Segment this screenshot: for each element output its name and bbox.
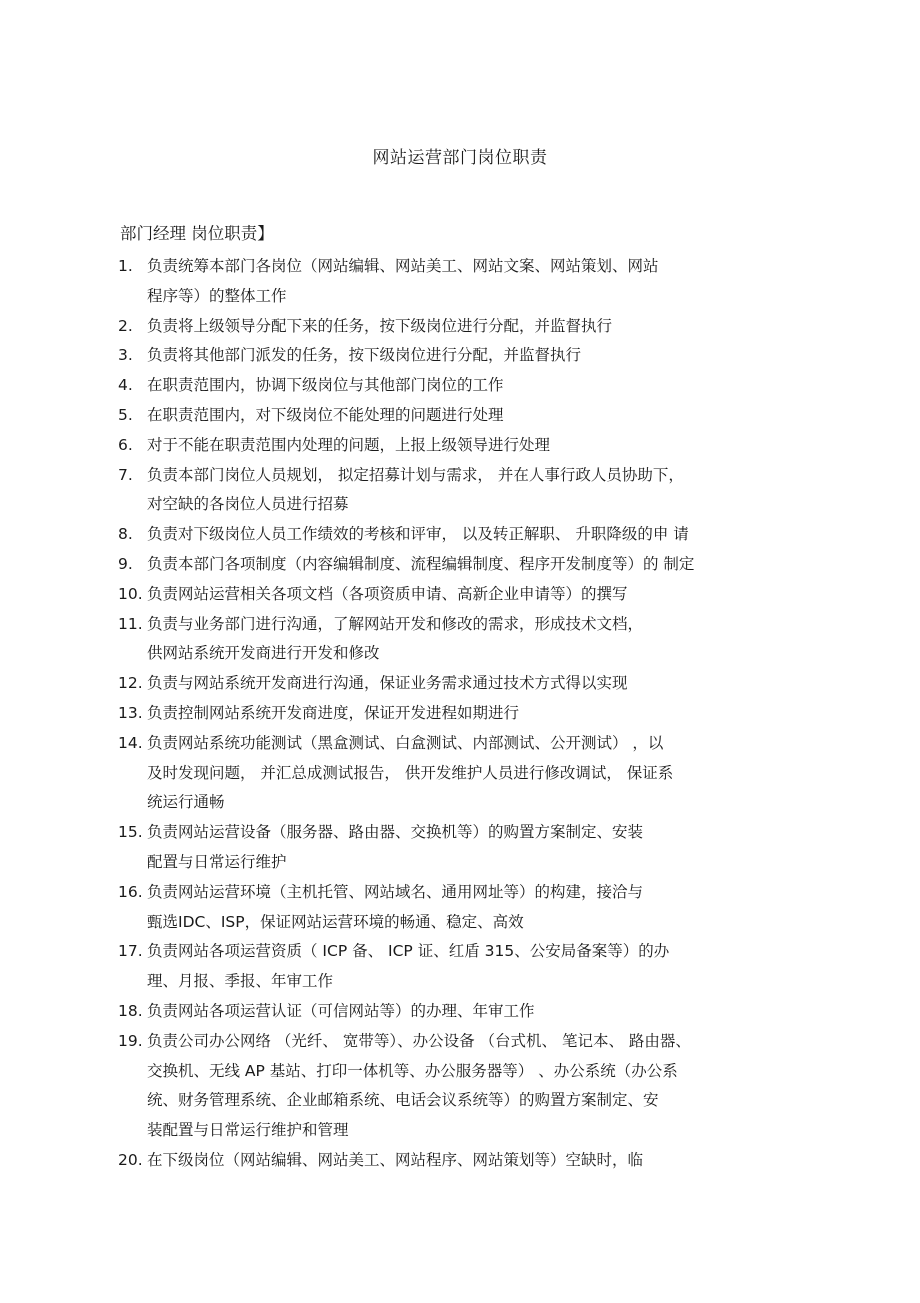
duty-item-text [147,252,777,312]
duty-item [118,431,778,461]
duty-item [118,1146,778,1176]
duty-item-line: 负责与业务部门进行沟通，了解网站开发和修改的需求，形成技术文档， [147,614,644,633]
duty-item-text [147,669,777,699]
duty-item-line: 负责网站运营设备（服务器、路由器、交换机等）的购置方案制定、安装 [147,823,644,842]
section-heading: 部门经理 岗位职责】 [120,224,274,243]
duty-item [118,252,778,312]
duty-item-text [147,371,777,401]
duty-item-number: 3. [118,346,133,365]
duty-item-line: 负责本部门岗位人员规划， 拟定招募计划与需求， 并在人事行政人员协助下， [147,465,684,484]
duty-item-number: 20. [118,1150,143,1169]
duty-item-line: 配置与日常运行维护 [147,852,287,871]
duty-item-text [147,1146,777,1176]
duty-item-number: 13. [118,703,143,722]
duty-item-number: 12. [118,674,143,693]
duty-item-line: 理、月报、季报、年审工作 [147,972,334,991]
duty-item-number: 2. [118,316,133,335]
duty-item-number: 4. [118,376,133,395]
duty-item-number: 17. [118,942,143,961]
document-title: 网站运营部门岗位职责 [372,148,548,168]
duty-item-number: 7. [118,465,133,484]
duty-item-line: 负责将上级领导分配下来的任务，按下级岗位进行分配，并监督执行 [147,316,613,335]
duty-item-line: 装配置与日常运行维护和管理 [147,1121,349,1140]
duty-item-line: 负责网站各项运营资质（ ICP 备、 ICP 证、红盾 315、公安局备案等）的办 [147,942,670,961]
duty-item-line: 负责统筹本部门各岗位（网站编辑、网站美工、网站文案、网站策划、网站 [147,257,659,275]
duty-item-text [147,401,777,431]
duty-item-line: 供网站系统开发商进行开发和修改 [147,644,380,663]
duty-item-number: 5. [118,405,133,424]
duty-item [118,818,778,878]
duty-item [118,997,778,1027]
duty-item-text [147,878,777,938]
duty-item [118,461,778,521]
duty-item [118,610,778,670]
duty-item-line: 对空缺的各岗位人员进行招募 [147,495,349,514]
duty-item-text [147,580,777,610]
duty-item-line: 在职责范围内，协调下级岗位与其他部门岗位的工作 [147,376,504,395]
duty-item-text [147,520,777,550]
duty-item-text [147,818,777,878]
duty-item-number: 6. [118,435,133,454]
duty-item-line: 负责网站运营环境（主机托管、网站域名、通用网址等）的构建，接洽与 [147,882,644,901]
duty-item-text [147,1027,777,1146]
duty-item [118,878,778,938]
duty-item-text [147,610,777,670]
duty-item-line: 负责本部门各项制度（内容编辑制度、流程编辑制度、程序开发制度等）的 制定 [147,554,695,573]
duty-item-text [147,937,777,997]
duty-item-text [147,341,777,371]
duty-item-text [147,312,777,342]
duty-list [118,252,778,1176]
duty-item [118,937,778,997]
duty-item-line: 甄选IDC、ISP，保证网站运营环境的畅通、稳定、高效 [147,912,524,931]
duty-item [118,1027,778,1146]
duty-item-line: 在职责范围内，对下级岗位不能处理的问题进行处理 [147,405,504,424]
duty-item-number: 10. [118,584,143,603]
duty-item-line: 负责与网站系统开发商进行沟通，保证业务需求通过技术方式得以实现 [147,674,628,693]
duty-item-number: 18. [118,1001,143,1020]
duty-item-number: 16. [118,882,143,901]
duty-item-text [147,997,777,1027]
duty-item-number: 14. [118,733,143,752]
duty-item [118,312,778,342]
duty-item-line: 负责网站系统功能测试（黑盒测试、白盒测试、内部测试、公开测试） ，以 [147,733,664,752]
duty-item [118,341,778,371]
duty-item-line: 在下级岗位（网站编辑、网站美工、网站程序、网站策划等）空缺时，临 [147,1150,644,1169]
duty-item-line: 及时发现问题， 并汇总成测试报告， 供开发维护人员进行修改调试， 保证系 [147,763,674,782]
duty-item-number: 1. [118,257,133,275]
duty-item-line: 对于不能在职责范围内处理的问题，上报上级领导进行处理 [147,435,551,454]
duty-item-number: 15. [118,823,143,842]
duty-item-line: 负责控制网站系统开发商进度，保证开发进程如期进行 [147,703,520,722]
duty-item-line: 负责网站运营相关各项文档（各项资质申请、高新企业申请等）的撰写 [147,584,628,603]
duty-item [118,371,778,401]
duty-item-number: 19. [118,1031,143,1050]
duty-item-text [147,729,777,818]
duty-item [118,550,778,580]
duty-item-number: 8. [118,525,133,544]
duty-item [118,580,778,610]
duty-item-line: 统运行通畅 [147,793,225,812]
duty-item-number: 11. [118,614,143,633]
duty-item [118,699,778,729]
duty-item-text [147,461,777,521]
duty-item [118,729,778,818]
duty-item [118,520,778,550]
duty-item [118,401,778,431]
duty-item-line: 统、财务管理系统、企业邮箱系统、电话会议系统等）的购置方案制定、安 [147,1091,659,1110]
duty-item-line: 负责对下级岗位人员工作绩效的考核和评审， 以及转正解职、 升职降级的申 请 [147,525,689,544]
duty-item-line: 负责公司办公网络 （光纤、 宽带等）、办公设备 （台式机、 笔记本、 路由器、 [147,1031,691,1050]
duty-item-line: 交换机、无线 AP 基站、打印一体机等、办公服务器等） 、办公系统（办公系 [147,1061,678,1080]
duty-item-number: 9. [118,554,133,573]
duty-item [118,669,778,699]
duty-item-text [147,431,777,461]
duty-item-line: 程序等）的整体工作 [147,286,287,305]
duty-item-text [147,699,777,729]
duty-item-text [147,550,777,580]
duty-item-line: 负责将其他部门派发的任务，按下级岗位进行分配，并监督执行 [147,346,582,365]
duty-item-line: 负责网站各项运营认证（可信网站等）的办理、年审工作 [147,1001,535,1020]
